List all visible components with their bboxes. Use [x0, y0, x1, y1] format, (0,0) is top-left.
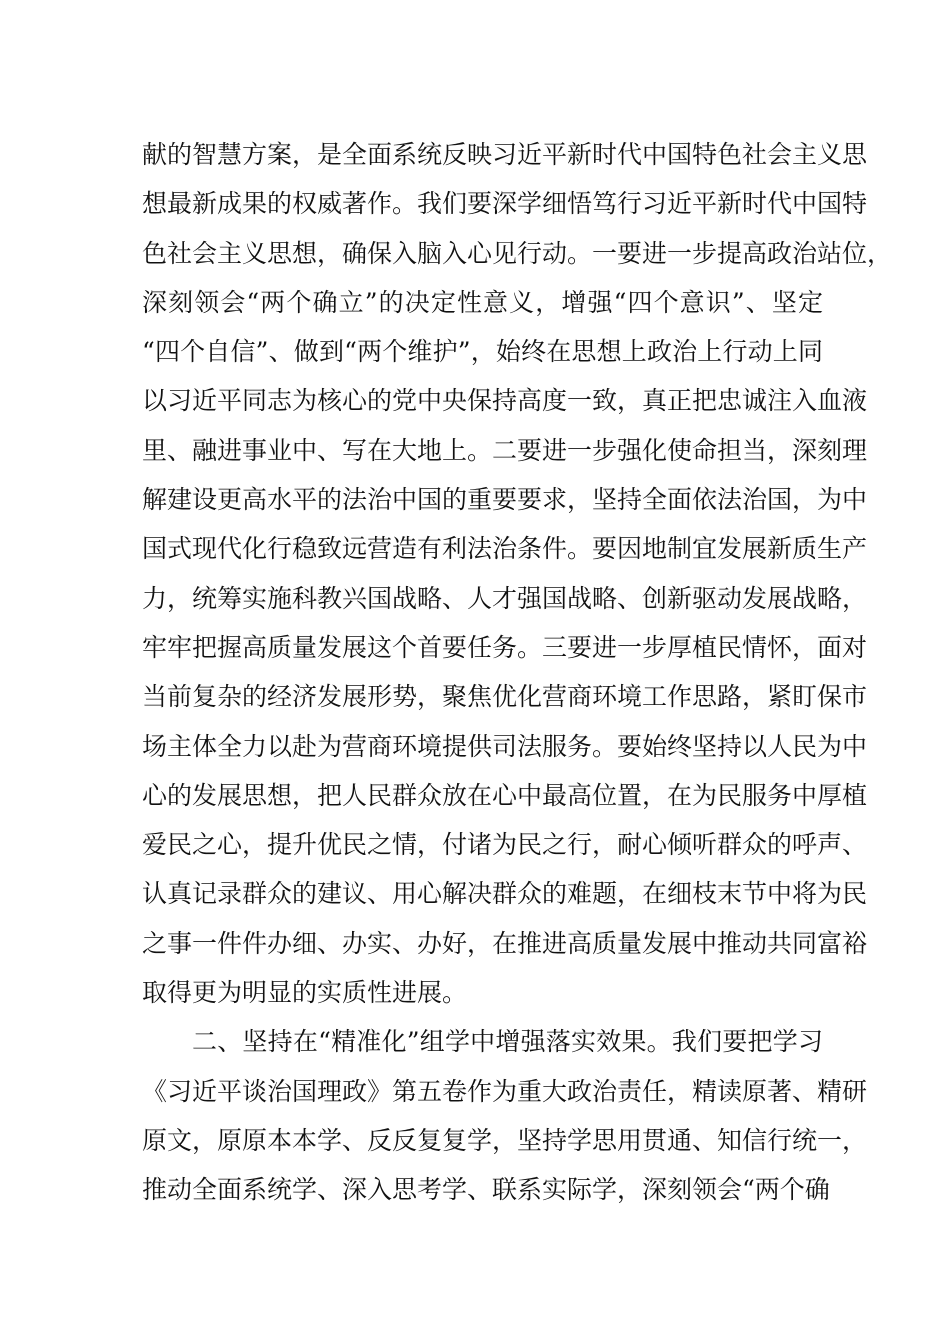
section-heading-line: 二、坚持在“精准化”组学中增强落实效果。我们要把学习 [192, 1027, 823, 1057]
text-line: 心的发展思想，把人民群众放在心中最高位置，在为民服务中厚植 [142, 780, 868, 810]
body-text [142, 130, 893, 1215]
text-line: 国式现代化行稳致远营造有利法治条件。要因地制宜发展新质生产 [142, 534, 868, 564]
text-line: 力，统筹实施科教兴国战略、人才强国战略、创新驱动发展战略， [142, 583, 868, 613]
text-line: 深刻领会“两个确立”的决定性意义，增强“四个意识”、坚定 [142, 287, 823, 317]
text-line: 认真记录群众的建议、用心解决群众的难题，在细枝末节中将为民 [142, 879, 868, 909]
text-line: 献的智慧方案，是全面系统反映习近平新时代中国特色社会主义思 [142, 140, 868, 169]
text-line: 之事一件件办细、办实、办好，在推进高质量发展中推动共同富裕 [142, 928, 868, 958]
text-line: 推动全面系统学、深入思考学、联系实际学，深刻领会“两个确 [142, 1175, 830, 1205]
text-line: “四个自信”、做到“两个维护”，始终在思想上政治上行动上同 [142, 337, 823, 367]
text-line: 以习近平同志为核心的党中央保持高度一致，真正把忠诚注入血液 [142, 386, 868, 416]
text-line: 当前复杂的经济发展形势，聚焦优化营商环境工作思路，紧盯保市 [142, 682, 868, 712]
text-line: 取得更为明显的实质性进展。 [142, 978, 468, 1008]
text-line: 色社会主义思想，确保入脑入心见行动。一要进一步提高政治站位， [142, 238, 893, 268]
text-line: 解建设更高水平的法治中国的重要要求，坚持全面依法治国，为中 [142, 485, 868, 515]
text-line: 原文，原原本本学、反反复复学，坚持学思用贯通、知信行统一， [142, 1125, 868, 1155]
text-line: 场主体全力以赴为营商环境提供司法服务。要始终坚持以人民为中 [142, 731, 868, 761]
text-line: 想最新成果的权威著作。我们要深学细悟笃行习近平新时代中国特 [142, 189, 868, 219]
text-line: 里、融进事业中、写在大地上。二要进一步强化使命担当，深刻理 [142, 435, 868, 465]
text-line: 牢牢把握高质量发展这个首要任务。三要进一步厚植民情怀，面对 [142, 632, 868, 662]
text-line: 爱民之心，提升优民之情，付诸为民之行，耐心倾听群众的呼声、 [142, 830, 868, 860]
text-line: 《习近平谈治国理政》第五卷作为重大政治责任，精读原著、精研 [142, 1076, 868, 1106]
